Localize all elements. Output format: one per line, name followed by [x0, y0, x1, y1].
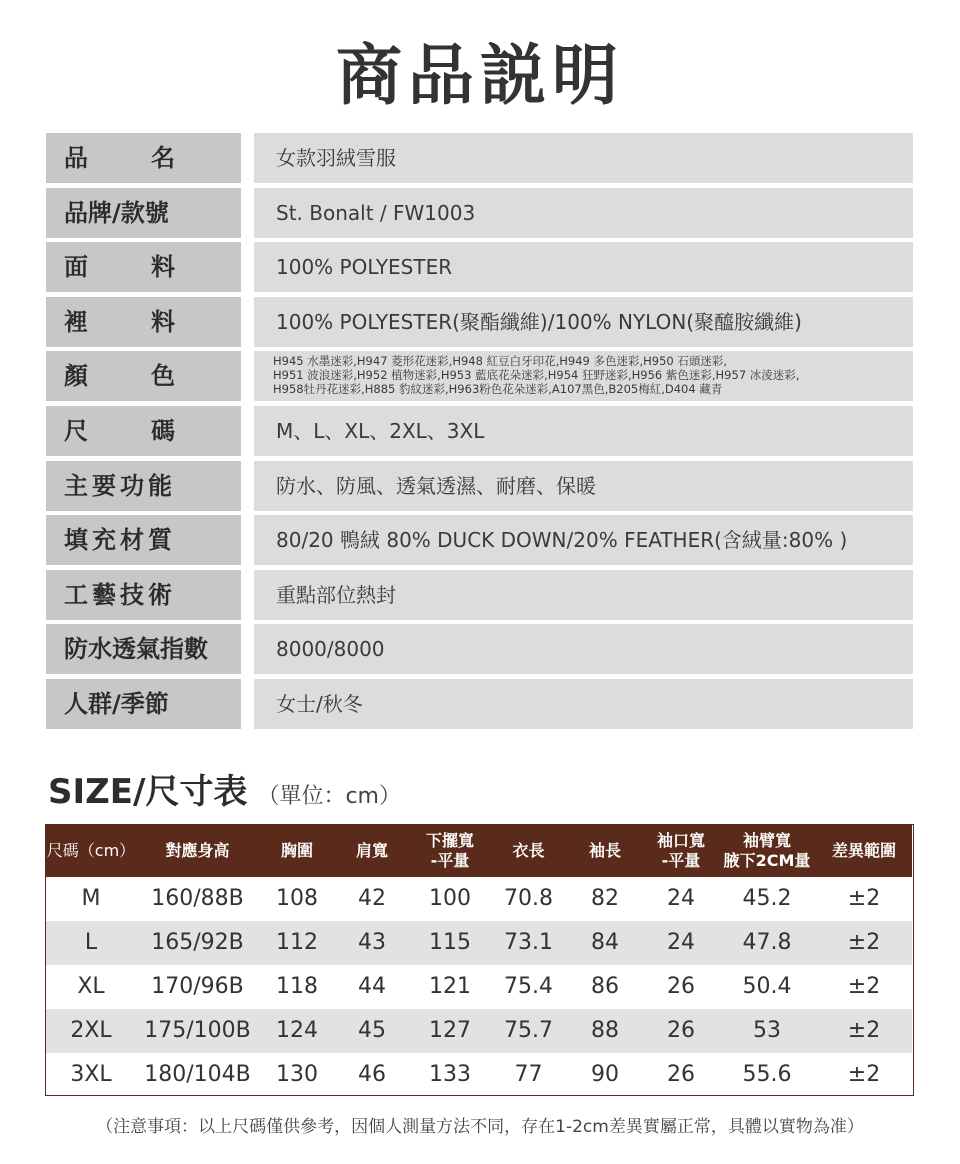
- spec-value: [254, 351, 913, 401]
- size-header-text: 肩寬: [355, 841, 388, 860]
- page-title: 商品説明: [336, 37, 624, 114]
- spec-row: [46, 297, 913, 347]
- size-header-text: -平量: [661, 851, 701, 870]
- spec-label: 填充材質: [46, 515, 241, 565]
- spec-row: [46, 624, 913, 674]
- size-table-header: [46, 825, 912, 877]
- size-table-cell: L: [84, 930, 98, 955]
- size-table: [45, 824, 914, 1096]
- size-header-text: 袖口寬: [656, 831, 705, 850]
- spec-value: 100% POLYESTER: [254, 242, 913, 292]
- size-table-cell: 82: [591, 886, 619, 911]
- size-table-cell: 24: [667, 886, 695, 911]
- size-table-cell: 180/104B: [144, 1062, 251, 1087]
- size-header-text: 下擺寬: [425, 831, 474, 850]
- spec-value-line: H958牡丹花迷彩,H885 豹紋迷彩,H963粉色花朵迷彩,A107黑色,B205梅紅,D404 藏青: [273, 382, 723, 397]
- size-table-cell: 130: [276, 1062, 318, 1087]
- size-table-cell: 42: [358, 886, 386, 911]
- size-table-cell: 100: [429, 886, 471, 911]
- size-header-text: 衣長: [512, 841, 545, 860]
- size-header-text: 尺碼（cm）: [46, 841, 136, 860]
- size-table-cell: ±2: [847, 930, 881, 955]
- spec-label: 品牌/款號: [46, 188, 241, 238]
- size-heading-unit: （單位：cm）: [257, 784, 401, 809]
- spec-label: [46, 351, 241, 401]
- size-table-cell: 75.4: [504, 974, 553, 999]
- size-heading: [48, 764, 401, 813]
- size-heading-title: SIZE/尺寸表: [48, 772, 248, 812]
- spec-label-char: 碼: [151, 416, 175, 445]
- size-header-cell: [136, 825, 259, 877]
- spec-label: 防水透氣指數: [46, 624, 241, 674]
- size-table-cell: 112: [276, 930, 318, 955]
- size-table-cell: 44: [358, 974, 386, 999]
- size-table-cell: 53: [753, 1018, 781, 1043]
- size-table-cell: 70.8: [504, 886, 553, 911]
- size-table-cell: 75.7: [504, 1018, 553, 1043]
- size-table-cell: 115: [429, 930, 471, 955]
- size-table-cell: 50.4: [742, 974, 792, 999]
- size-table-cell: 84: [591, 930, 619, 955]
- size-table-cell: 88: [591, 1018, 619, 1043]
- size-table-cell: ±2: [847, 974, 881, 999]
- size-table-row: [46, 965, 912, 1009]
- spec-value: 防水、防風、透氣透濕、耐磨、保暖: [254, 461, 913, 511]
- spec-label: [46, 406, 241, 456]
- size-table-cell: 2XL: [70, 1018, 112, 1043]
- spec-value: St. Bonalt / FW1003: [254, 188, 913, 238]
- size-header-cell: [816, 825, 912, 877]
- spec-row: [46, 679, 913, 729]
- size-table-cell: 86: [591, 974, 619, 999]
- size-table-cell: 108: [276, 886, 318, 911]
- size-header-cell: [718, 825, 816, 877]
- size-table-cell: 3XL: [70, 1062, 112, 1087]
- spec-row: [46, 242, 913, 292]
- size-header-text: 腋下2CM量: [723, 851, 811, 870]
- spec-row: [46, 406, 913, 456]
- spec-label-char: 料: [151, 307, 175, 336]
- size-header-text: 對應身高: [165, 841, 230, 860]
- spec-label-char: 色: [151, 362, 175, 391]
- spec-value-line: H951 波浪迷彩,H952 植物迷彩,H953 藍底花朵迷彩,H954 狂野迷彩,H956 紫色迷彩,H957 冰淩迷彩,: [273, 368, 800, 383]
- size-table-row: [46, 1009, 912, 1053]
- footnote: （注意事項：以上尺碼僅供參考，因個人測量方法不同，存在1-2cm差異實屬正常，具體以實物為准）: [96, 1117, 864, 1137]
- size-table-cell: 121: [429, 974, 471, 999]
- size-header-cell: [259, 825, 335, 877]
- size-table-cell: 90: [591, 1062, 619, 1087]
- spec-label: [46, 242, 241, 292]
- spec-row: [46, 461, 913, 511]
- spec-label: 主要功能: [46, 461, 241, 511]
- size-header-text: 袖臂寬: [742, 831, 791, 850]
- spec-row: [46, 515, 913, 565]
- size-table-cell: 43: [358, 930, 386, 955]
- size-table-cell: 26: [667, 1018, 695, 1043]
- size-table-cell: 26: [667, 974, 695, 999]
- size-table-row: [46, 877, 912, 921]
- spec-value: 女款羽絨雪服: [254, 133, 913, 183]
- size-table-row: [46, 921, 912, 965]
- spec-value: 女士/秋冬: [254, 679, 913, 729]
- size-table-cell: M: [81, 886, 101, 911]
- size-table-cell: 55.6: [742, 1062, 792, 1087]
- size-table-cell: 45: [358, 1018, 386, 1043]
- size-table-cell: 118: [276, 974, 318, 999]
- size-table-cell: 170/96B: [151, 974, 244, 999]
- spec-label: 工藝技術: [46, 570, 241, 620]
- size-header-cell: [335, 825, 409, 877]
- size-table-cell: 77: [514, 1062, 543, 1087]
- size-table-cell: 175/100B: [144, 1018, 251, 1043]
- size-header-cell: [409, 825, 491, 877]
- spec-value: 8000/8000: [254, 624, 913, 674]
- spec-table: [46, 133, 913, 734]
- spec-row: [46, 188, 913, 238]
- spec-label: [46, 297, 241, 347]
- spec-label-char: 裡: [64, 307, 88, 336]
- spec-label: 人群/季節: [46, 679, 241, 729]
- spec-label-char: 名: [151, 144, 175, 172]
- size-table-cell: 133: [429, 1062, 471, 1087]
- spec-row: [46, 133, 913, 183]
- size-table-cell: ±2: [847, 1062, 881, 1087]
- spec-label-char: 品: [64, 144, 88, 172]
- size-table-cell: 124: [276, 1018, 318, 1043]
- spec-value: 重點部位熱封: [254, 570, 913, 620]
- size-table-row: [46, 1053, 912, 1097]
- size-header-cell: [566, 825, 644, 877]
- size-table-cell: 160/88B: [151, 886, 244, 911]
- size-table-cell: 73.1: [504, 930, 553, 955]
- size-header-cell: [644, 825, 718, 877]
- size-table-cell: 24: [667, 930, 695, 955]
- size-header-text: 袖長: [588, 841, 621, 860]
- size-table-cell: 47.8: [742, 930, 792, 955]
- size-table-cell: XL: [77, 974, 105, 999]
- spec-row: [46, 570, 913, 620]
- spec-value: M、L、XL、2XL、3XL: [254, 406, 913, 456]
- size-table-cell: ±2: [847, 1018, 881, 1043]
- spec-row: [46, 351, 913, 401]
- size-table-cell: 26: [667, 1062, 695, 1087]
- size-table-cell: 127: [429, 1018, 471, 1043]
- size-header-text: 胸圍: [280, 841, 313, 860]
- spec-value: 80/20 鴨絨 80% DUCK DOWN/20% FEATHER(含絨量:80% ): [254, 515, 913, 565]
- spec-label-char: 料: [151, 253, 175, 282]
- size-table-cell: ±2: [847, 886, 881, 911]
- spec-label: [46, 133, 241, 183]
- size-header-cell: [491, 825, 566, 877]
- size-header-cell: [46, 825, 136, 877]
- size-table-cell: 46: [358, 1062, 386, 1087]
- size-header-text: -平量: [430, 851, 470, 870]
- spec-value-line: H945 水墨迷彩,H947 菱形花迷彩,H948 紅豆白牙印花,H949 多色迷彩,H950 石頭迷彩,: [273, 354, 728, 369]
- size-header-text: 差異範圍: [831, 841, 896, 860]
- size-table-cell: 45.2: [742, 886, 792, 911]
- spec-label-char: 尺: [64, 416, 88, 445]
- spec-value: 100% POLYESTER(聚酯纖維)/100% NYLON(聚醯胺纖維): [254, 297, 913, 347]
- spec-label-char: 顏: [64, 362, 88, 391]
- size-table-cell: 165/92B: [151, 930, 244, 955]
- spec-label-char: 面: [64, 253, 88, 282]
